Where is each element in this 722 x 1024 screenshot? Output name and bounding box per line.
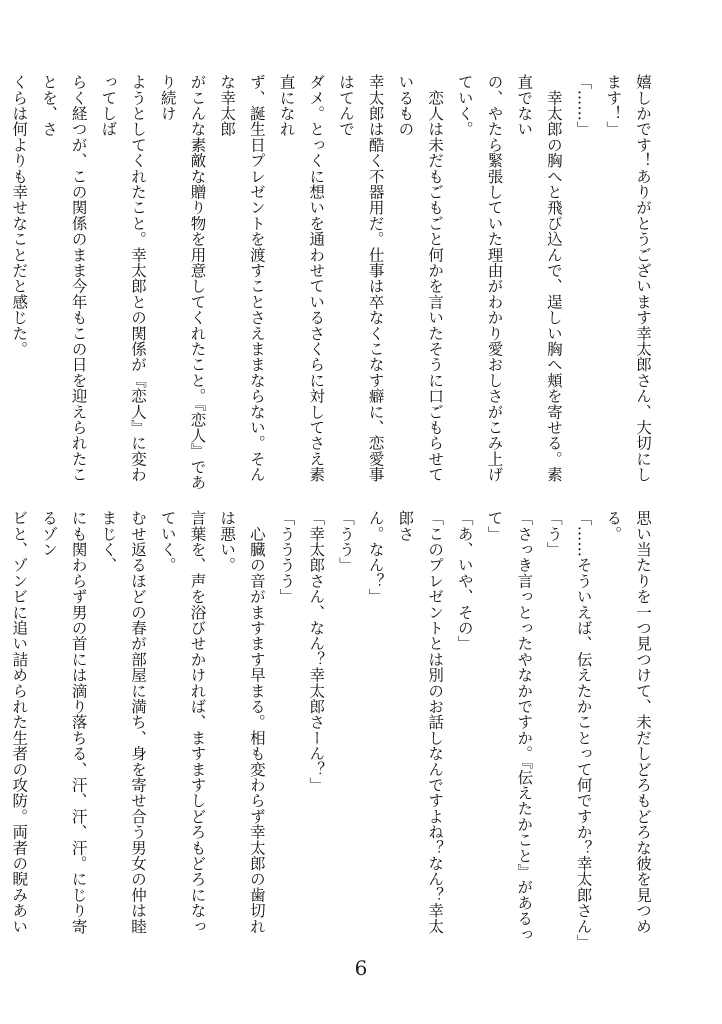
text-line: 「あ、いや、その」 bbox=[455, 510, 474, 652]
text-line: ビと、ゾンビに追い詰められた生者の攻防。両者の睨みあい bbox=[10, 510, 29, 934]
text-line: ん。なん？」 bbox=[366, 510, 385, 605]
text-line: 「幸太郎さん、なん？幸太郎さーん？」 bbox=[307, 510, 326, 793]
text-line: がこんな素敵な贈り物を用意してくれたこと。『恋人』であり続け bbox=[158, 74, 207, 491]
text-line: 「……そういえば、伝えたかことって何ですか？幸太郎さん」 bbox=[574, 510, 593, 950]
text-line: 「このプレゼントとは別のお話しなんですよね？なん？幸太郎さ bbox=[396, 510, 445, 934]
text-line: らく経つが、この関係のまま今年もこの日を迎えられたことを、さ bbox=[39, 74, 88, 483]
text-line: 幸太郎は酷く不器用だ。仕事は卒なくこなす癖に、恋愛事はてんで bbox=[336, 74, 385, 483]
text-line: むせ返るほどの春が部屋に満ち、身を寄せ合う男女の仲は睦まじく、 bbox=[99, 510, 148, 934]
text-line: ようとしてくれたこと。幸太郎との関係が『恋人』に変わってしば bbox=[99, 74, 148, 483]
text-line: 「うう」 bbox=[336, 510, 355, 573]
text-line: ず、誕生日プレゼントを渡すことさえままならない。そんな幸太郎 bbox=[218, 74, 266, 483]
text-line: 嬉しかです！ありがとうございます幸太郎さん、大切にします！」 bbox=[604, 74, 652, 483]
text-line: 恋人は未だもごもごと何かを言いたそうに口ごもらせているもの bbox=[396, 74, 445, 483]
text-line: 思い当たりを一つ見つけて、未だしどろもどろな彼を見つめる。 bbox=[604, 510, 652, 934]
text-line: ダメ。とっくに想いを通わせているさくらに対してさえ素直になれ bbox=[277, 74, 326, 483]
text-line: 心臓の音がますます早まる。相も変わらず幸太郎の歯切れは悪い。 bbox=[218, 510, 266, 934]
text-line: 言葉を、声を浴びせかければ、ますますしどろもどろになっていく。 bbox=[158, 510, 207, 934]
text-line: 幸太郎の胸へと飛び込んで、逞しい胸へ頬を寄せる。素直でない bbox=[515, 74, 563, 483]
text-line: 「うううう」 bbox=[277, 510, 296, 605]
text-line: くらは何よりも幸せなことだと感じた。 bbox=[10, 74, 29, 357]
text-line: 「……」 bbox=[574, 74, 593, 137]
upper-text-block bbox=[10, 74, 657, 494]
text-line: の、やたら緊張していた理由がわかり愛おしさがこみ上げていく。 bbox=[455, 74, 504, 483]
text-line: 「さっき言っとったやなかですか。『伝えたかこと』があるって」 bbox=[485, 510, 534, 942]
text-line bbox=[0, 74, 4, 494]
text-line: にも関わらず男の首には滴り落ちる、汗、汗、汗。にじり寄るゾン bbox=[39, 510, 88, 934]
lower-text-block bbox=[10, 510, 657, 950]
text-line: 「う」 bbox=[544, 510, 563, 558]
page-number: 6 bbox=[354, 956, 368, 980]
